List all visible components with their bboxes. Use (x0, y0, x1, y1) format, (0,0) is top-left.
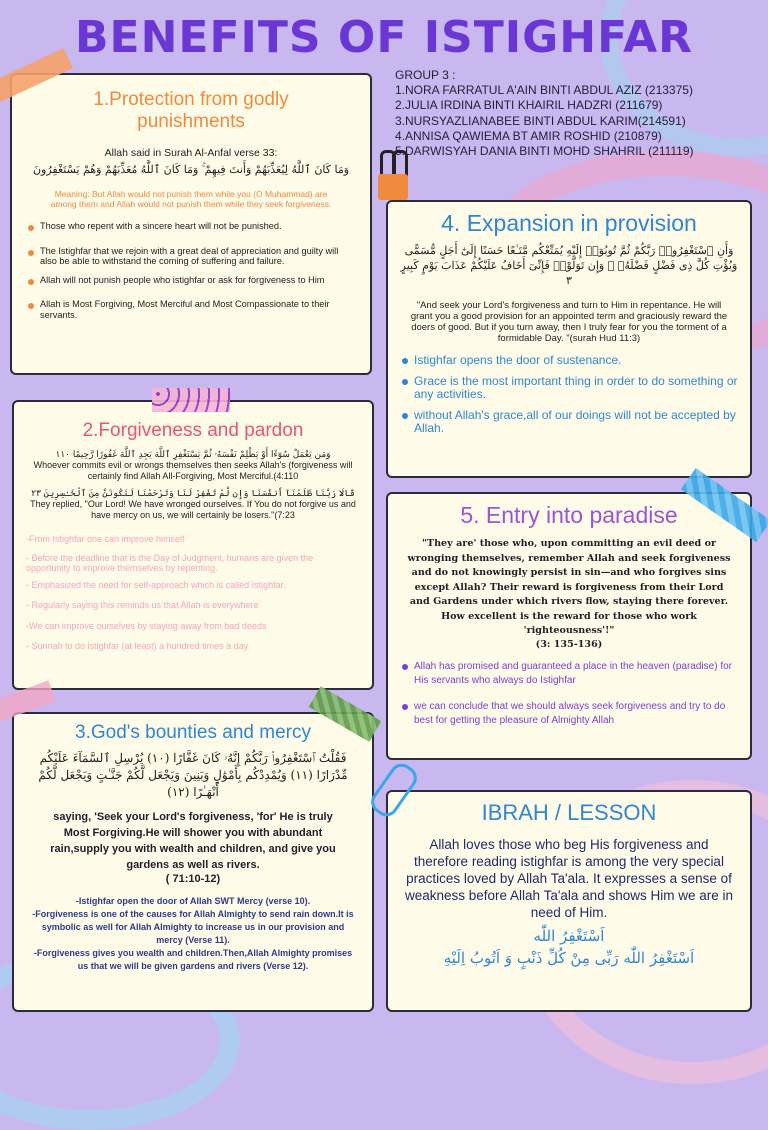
group-info (395, 68, 765, 159)
s5-quote: "They are' those who, upon committing an evil deed or wronging themselves, remember Allah and seek forgiveness and do not knowingly persist in sin—and who forgives sins except Allah? Their reward is forgiveness from their Lord and Gardens under which rivers flow, staying there forever. How excellent is the reward for those who work 'righteousness'!" (407, 538, 731, 636)
s4-point: without Allah's grace,all of our doings will not be accepted by Allah. (400, 409, 738, 435)
s2-point: - Emphasized the need for self-approach which is called Istighfar. (26, 579, 286, 590)
s3-arabic: فَقُلْتُ ٱسْتَغْفِرُوا۟ رَبَّكُمْ إِنَّهُۥ كَانَ غَفَّارًا (١٠) يُرْسِلِ ٱلسَّمَآءَ عَلَيْكُم مِّدْرَارًا (١١) وَيُمْدِدْكُم بِأَمْوَٰلٍ وَبَنِينَ وَيَجْعَل لَّكُمْ جَنَّـٰتٍ وَيَجْعَل لَّكُمْ أَنْهَـٰرًا (١٢) (38, 751, 348, 799)
s4-point: Grace is the most important thing in order to do something or any activities. (400, 375, 738, 401)
s2-point: - Regularly saying this reminds us that Allah is everywhere (26, 600, 259, 610)
washi-tape-pink-dots (152, 388, 230, 412)
section-2-title: 2.Forgiveness and pardon (82, 420, 304, 441)
s2-points (26, 534, 360, 652)
s5-point: Allah has promised and guaranteed a place in the heaven (paradise) for His servants who always do Istighfar (400, 660, 738, 688)
s1-point: The Istighfar that we rejoin with a great deal of appreciation and guilty will also be able to withstand the coming of suffering and failure. (26, 246, 356, 267)
section-bounties (12, 712, 374, 1012)
group-member: 5.DARWISYAH DANIA BINTI MOHD SHAHRIL (211119) (395, 144, 694, 159)
s5-point: we can conclude that we should always seek forgiveness and try to do best for getting the pleasure of Almighty Allah (400, 700, 738, 728)
s2-arabic-2: قَالَا رَبَّنَا ظَلَمْنَآ أَنفُسَنَا وَإِن لَّمْ تَغْفِرْ لَنَا وَتَرْحَمْنَا لَنَكُونَنَّ مِنَ ٱلْخَـٰسِرِينَ ٢٣ (31, 489, 355, 499)
s3-translation: saying, 'Seek your Lord's forgiveness, 'for' He is truly Most Forgiving.He will shower you with abundant rain,supply you with wealth and children, and give you gardens as well as rivers. (50, 811, 336, 871)
section-provision (386, 200, 752, 478)
s2-point: - Before the deadline that is the Day of Judgment, humans are given the opportunity to improve themselves by repenting. (26, 552, 314, 573)
s4-arabic: وَأَنِ ٱسْتَغْفِرُوا۟ رَبَّكُمْ ثُمَّ تُوبُوٓا۟ إِلَيْهِ يُمَتِّعْكُم مَّتَـٰعًا حَسَنًا إِلَىٰٓ أَجَلٍ مُّسَمًّى وَيُؤْتِ كُلَّ ذِى فَضْلٍ فَضْلَهُۥ ۖ وَإِن تَوَلَّوْا۟ فَإِنِّىٓ أَخَافُ عَلَيْكُمْ عَذَابَ يَوْمٍ كَبِيرٍ ٣ (400, 244, 738, 287)
s4-point: Istighfar opens the door of sustenance. (400, 354, 738, 367)
section-forgiveness (12, 400, 374, 690)
s3-points (28, 895, 358, 973)
s1-intro: Allah said in Surah Al-Anfal verse 33: (104, 147, 278, 159)
group-member: 2.JULIA IRDINA BINTI KHAIRIL HADZRI (211679) (395, 98, 663, 113)
section-1-title: 1.Protection from godly punishments (93, 89, 289, 132)
lesson-title: IBRAH / LESSON (481, 800, 657, 825)
section-protection (10, 73, 372, 375)
s2-point: -We can improve ourselves by staying away from bad deeds (26, 620, 267, 631)
s3-point: -Istighfar open the door of Allah SWT Mercy (verse 10). (75, 896, 311, 906)
binder-clip-icon (378, 150, 408, 202)
section-5-title: 5. Entry into paradise (460, 502, 678, 528)
s2-arabic-1: وَمَن يَعْمَلْ سُوٓءًا أَوْ يَظْلِمْ نَفْسَهُۥ ثُمَّ يَسْتَغْفِرِ ٱللَّهَ يَجِدِ ٱللَّهَ غَفُورًا رَّحِيمًا ١١٠ (55, 450, 331, 460)
s2-point: -From Istighfar one can improve himself (26, 534, 185, 544)
s4-translation: "And seek your Lord's forgiveness and turn to Him in repentance. He will grant you a good provision for an appointed term and graciously reward the doers of good. But if you turn away, then I truly fear for you the torment of a formidable Day. "(surah Hud 11:3) (410, 300, 728, 344)
s2-point: - Sunnah to do istighfar (at least) a hundred times a day (26, 641, 249, 651)
group-label: GROUP 3 : (395, 68, 456, 82)
s1-point: Those who repent with a sincere heart will not be punished. (26, 221, 356, 232)
section-lesson (386, 790, 752, 1012)
s2-translation-2: They replied, "Our Lord! We have wronged ourselves. If You do not forgive us and have mercy on us, we will certainly be losers."(7:23 (30, 499, 356, 520)
s3-reference: ( 71:10-12) (165, 873, 221, 885)
s4-points (400, 354, 738, 435)
lesson-arabic-1: اَسْتَغْفِرُ اللّٰه (533, 927, 605, 945)
s2-translation-1: Whoever commits evil or wrongs themselves then seeks Allah's (forgiveness will certainly find Allah All-Forgiving, Most Merciful.(4:110 (33, 460, 353, 481)
group-member: 4.ANNISA QAWIEMA BT AMIR ROSHID (210879) (395, 128, 662, 143)
section-3-title: 3.God's bounties and mercy (75, 722, 311, 743)
s1-points (26, 221, 356, 320)
s1-point: Allah will not punish people who istighfar or ask for forgiveness to Him (26, 275, 356, 286)
s1-meaning: Meaning: But Allah would not punish them while you (O Muhammad) are among them and Allah would not punish them while they seek forgiveness. (50, 189, 332, 209)
s1-point: Allah is Most Forgiving, Most Merciful and Most Compassionate to their servants. (26, 299, 356, 320)
group-member: 3.NURSYAZLIANABEE BINTI ABDUL KARIM(214591) (395, 113, 686, 128)
s3-point: -Forgiveness is one of the causes for Allah Almighty to send rain down.It is symbolic as well for Allah Almighty to increase us in our provision and mercy (Verse 11). (32, 909, 354, 945)
s1-arabic: وَمَا كَانَ ٱللَّهُ لِيُعَذِّبَهُمْ وَأَنتَ فِيهِمْ ۚ وَمَا كَانَ ٱللَّهُ مُعَذِّبَهُمْ وَهُمْ يَسْتَغْفِرُونَ (32, 163, 350, 176)
page-title: BENEFITS OF ISTIGHFAR (74, 12, 694, 63)
s3-point: -Forgiveness gives you wealth and children.Then,Allah Almighty promises us that we will be given gardens and rivers (Verse 12). (33, 948, 353, 971)
s5-points (400, 660, 738, 728)
section-paradise (386, 492, 752, 760)
lesson-arabic-2: اَسْتَغْفِرُ اللّٰه رَبِّى مِنْ كُلِّ ذَنْبٍ وَ اَتُوبُ اِلَيْهِ (443, 949, 695, 967)
section-4-title: 4. Expansion in provision (441, 210, 697, 236)
group-member: 1.NORA FARRATUL A'AIN BINTI ABDUL AZIZ (213375) (395, 83, 693, 98)
lesson-text: Allah loves those who beg His forgiveness and therefore reading istighfar is among the very special practices loved by Allah Ta'ala. It expresses a sense of weakness before Allah Ta'ala and shows Him we are in need of Him. (404, 837, 733, 920)
s5-reference: (3: 135-136) (535, 638, 603, 650)
